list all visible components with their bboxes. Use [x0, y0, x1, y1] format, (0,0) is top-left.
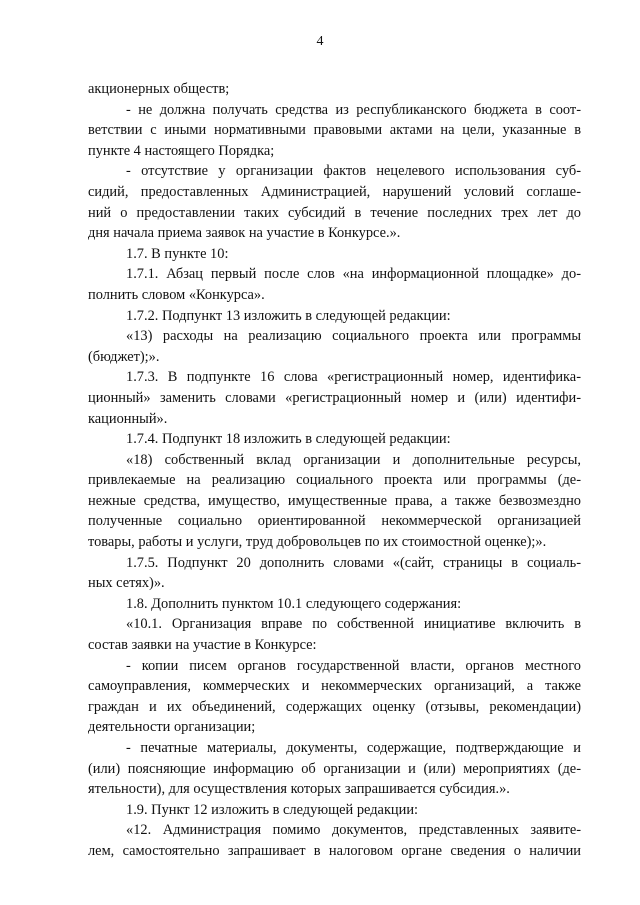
text-line: «10.1. Организация вправе по собственной инициативе включить в — [126, 616, 581, 633]
text-line: акционерных обществ; — [88, 81, 230, 97]
text-line: кационный». — [88, 410, 168, 427]
text-line: «13) расходы на реализацию социального проекта или программы — [126, 328, 581, 345]
document-body — [88, 79, 581, 862]
text-line: 1.7.3. В подпункте 16 слова «регистрационный номер, идентифика- — [126, 369, 581, 386]
text-line: нежные средства, имущество, имущественные права, а также безвозмездно — [88, 492, 581, 509]
text-line: 1.8. Дополнить пунктом 10.1 следующего содержания: — [126, 595, 462, 612]
text-line: 1.7.2. Подпункт 13 изложить в следующей редакции: — [126, 307, 451, 324]
text-line: - не должна получать средства из республиканского бюджета в соот- — [126, 101, 581, 118]
text-line: ний о предоставлении таких субсидий в течение последних трех лет до — [88, 204, 581, 221]
text-line: лем, самостоятельно запрашивает в налоговом органе сведения о наличии — [88, 842, 581, 859]
text-line: деятельности организации; — [88, 719, 256, 736]
text-line: 1.7.4. Подпункт 18 изложить в следующей редакции: — [126, 431, 451, 448]
text-line: «12. Администрация помимо документов, представленных заявите- — [126, 822, 581, 839]
text-line: ционный» заменить словами «регистрационный номер и (или) идентифи- — [88, 389, 581, 406]
page-number: 4 — [316, 34, 324, 49]
text-line: товары, работы и услуги, труд добровольцев по их стоимостной оценке);». — [88, 534, 547, 551]
text-line: - отсутствие у организации фактов нецелевого использования суб- — [126, 163, 581, 180]
text-line: (или) поясняющие информацию об организации и (или) мероприятиях (де- — [88, 760, 581, 777]
text-line: ветствии с иными нормативными правовыми актами на цели, указанные в — [88, 122, 581, 139]
text-line: 1.7. В пункте 10: — [126, 245, 229, 262]
text-line: - копии писем органов государственной власти, органов местного — [126, 657, 581, 674]
text-line: дня начала приема заявок на участие в Конкурсе.». — [88, 225, 401, 242]
text-line: полнить словом «Конкурса». — [88, 286, 265, 303]
text-line: сидий, предоставленных Администрацией, нарушений условий соглаше- — [88, 183, 581, 200]
text-line: полученные социально ориентированной некоммерческой организацией — [88, 513, 581, 530]
text-line: состав заявки на участие в Конкурсе: — [88, 637, 317, 654]
text-line: 1.9. Пункт 12 изложить в следующей редакции: — [126, 801, 419, 818]
text-line: ятельности), для осуществления которых запрашивается субсидия.». — [88, 781, 510, 798]
text-line: - печатные материалы, документы, содержащие, подтверждающие и — [126, 740, 581, 756]
text-line: (бюджет);». — [88, 348, 160, 365]
text-line: 1.7.1. Абзац первый после слов «на информационной площадке» до- — [126, 266, 581, 283]
text-line: ных сетях)». — [88, 575, 165, 592]
text-line: привлекаемые на реализацию социального проекта или программы (де- — [88, 472, 581, 489]
text-line: граждан и их объединений, содержащих оценку (отзывы, рекомендации) — [88, 698, 581, 715]
text-line: самоуправления, коммерческих и некоммерческих организаций, а также — [88, 678, 581, 695]
text-line: «18) собственный вклад организации и дополнительные ресурсы, — [126, 451, 581, 468]
text-line: 1.7.5. Подпункт 20 дополнить словами «(сайт, страницы в социаль- — [126, 554, 581, 571]
text-line: пункте 4 настоящего Порядка; — [88, 142, 275, 159]
